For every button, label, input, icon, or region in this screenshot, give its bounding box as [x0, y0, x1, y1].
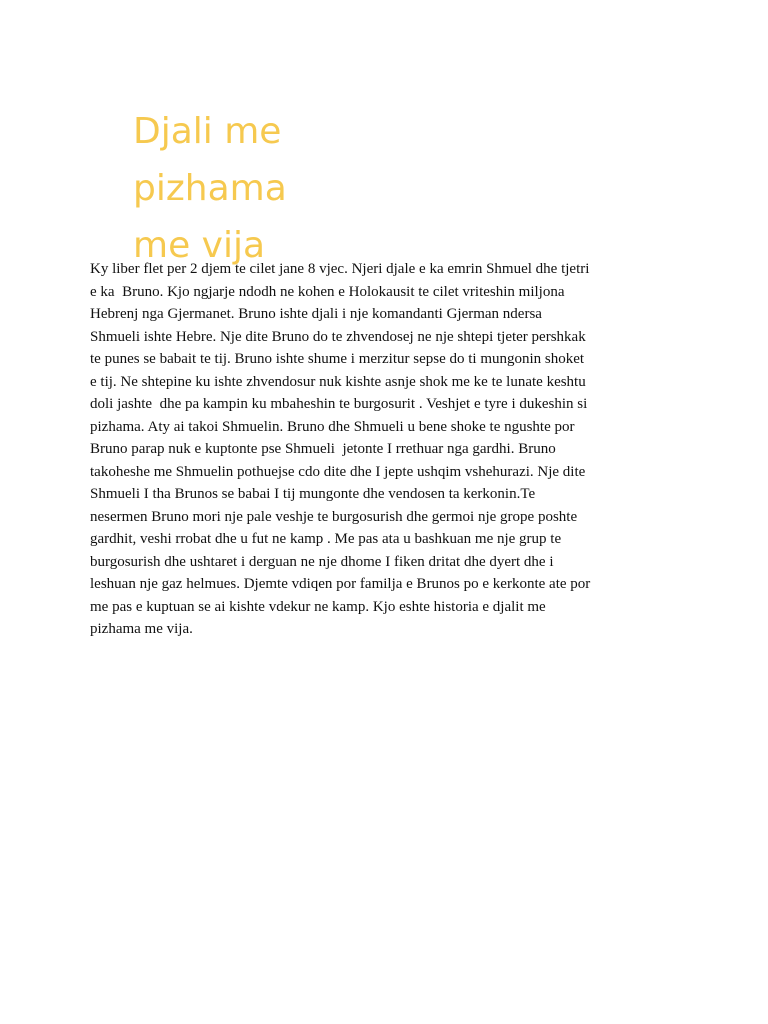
document-title — [133, 103, 353, 274]
title-line: me vija — [133, 225, 266, 266]
text-line: pizhama. Aty ai takoi Shmuelin. Bruno dhe Shmueli u bene shoke te ngushte por — [90, 418, 575, 435]
text-line: me pas e kuptuan se ai kishte vdekur ne kamp. Kjo eshte historia e djalit me — [90, 598, 546, 615]
text-line: burgosurish dhe ushtaret i derguan ne nje dhome I fiken dritat dhe dyert dhe i — [90, 553, 554, 570]
text-line: nesermen Bruno mori nje pale veshje te burgosurish dhe germoi nje grope poshte — [90, 508, 578, 525]
text-line: Hebrenj nga Gjermanet. Bruno ishte djali i nje komandanti Gjerman ndersa — [90, 306, 542, 322]
text-line: Shmueli I tha Brunos se babai I tij mungonte dhe vendosen ta kerkonin.Te — [90, 486, 536, 502]
text-line: Ky liber flet per 2 djem te cilet jane 8 vjec. Njeri djale e ka emrin Shmuel dhe tjetri — [90, 261, 590, 277]
text-line: leshuan nje gaz helmues. Djemte vdiqen por familja e Brunos po e kerkonte ate por — [90, 576, 591, 592]
text-line: Bruno parap nuk e kuptonte pse Shmueli jetonte I rrethuar nga gardhi. Bruno — [90, 441, 556, 457]
title-line: pizhama — [133, 168, 287, 209]
text-line: Shmueli ishte Hebre. Nje dite Bruno do te zhvendosej ne nje shtepi tjeter pershkak — [90, 328, 586, 345]
text-line: e tij. Ne shtepine ku ishte zhvendosur nuk kishte asnje shok me ke te lunate keshtu — [90, 373, 586, 390]
text-line: e ka Bruno. Kjo ngjarje ndodh ne kohen e Holokausit te cilet vriteshin miljona — [90, 283, 565, 300]
title-line: Djali me — [133, 111, 282, 152]
text-line: doli jashte dhe pa kampin ku mbaheshin te burgosurit . Veshjet e tyre i dukeshin si — [90, 396, 588, 412]
text-line: gardhit, veshi rrobat dhe u fut ne kamp . Me pas ata u bashkuan me nje grup te — [90, 531, 562, 547]
text-line: te punes se babait te tij. Bruno ishte shume i merzitur sepse do ti mungonin shoket — [90, 351, 585, 367]
text-line: pizhama me vija. — [90, 621, 193, 637]
text-line: takoheshe me Shmuelin pothuejse cdo dite dhe I jepte ushqim vshehurazi. Nje dite — [90, 463, 586, 480]
body-paragraph — [90, 258, 690, 641]
